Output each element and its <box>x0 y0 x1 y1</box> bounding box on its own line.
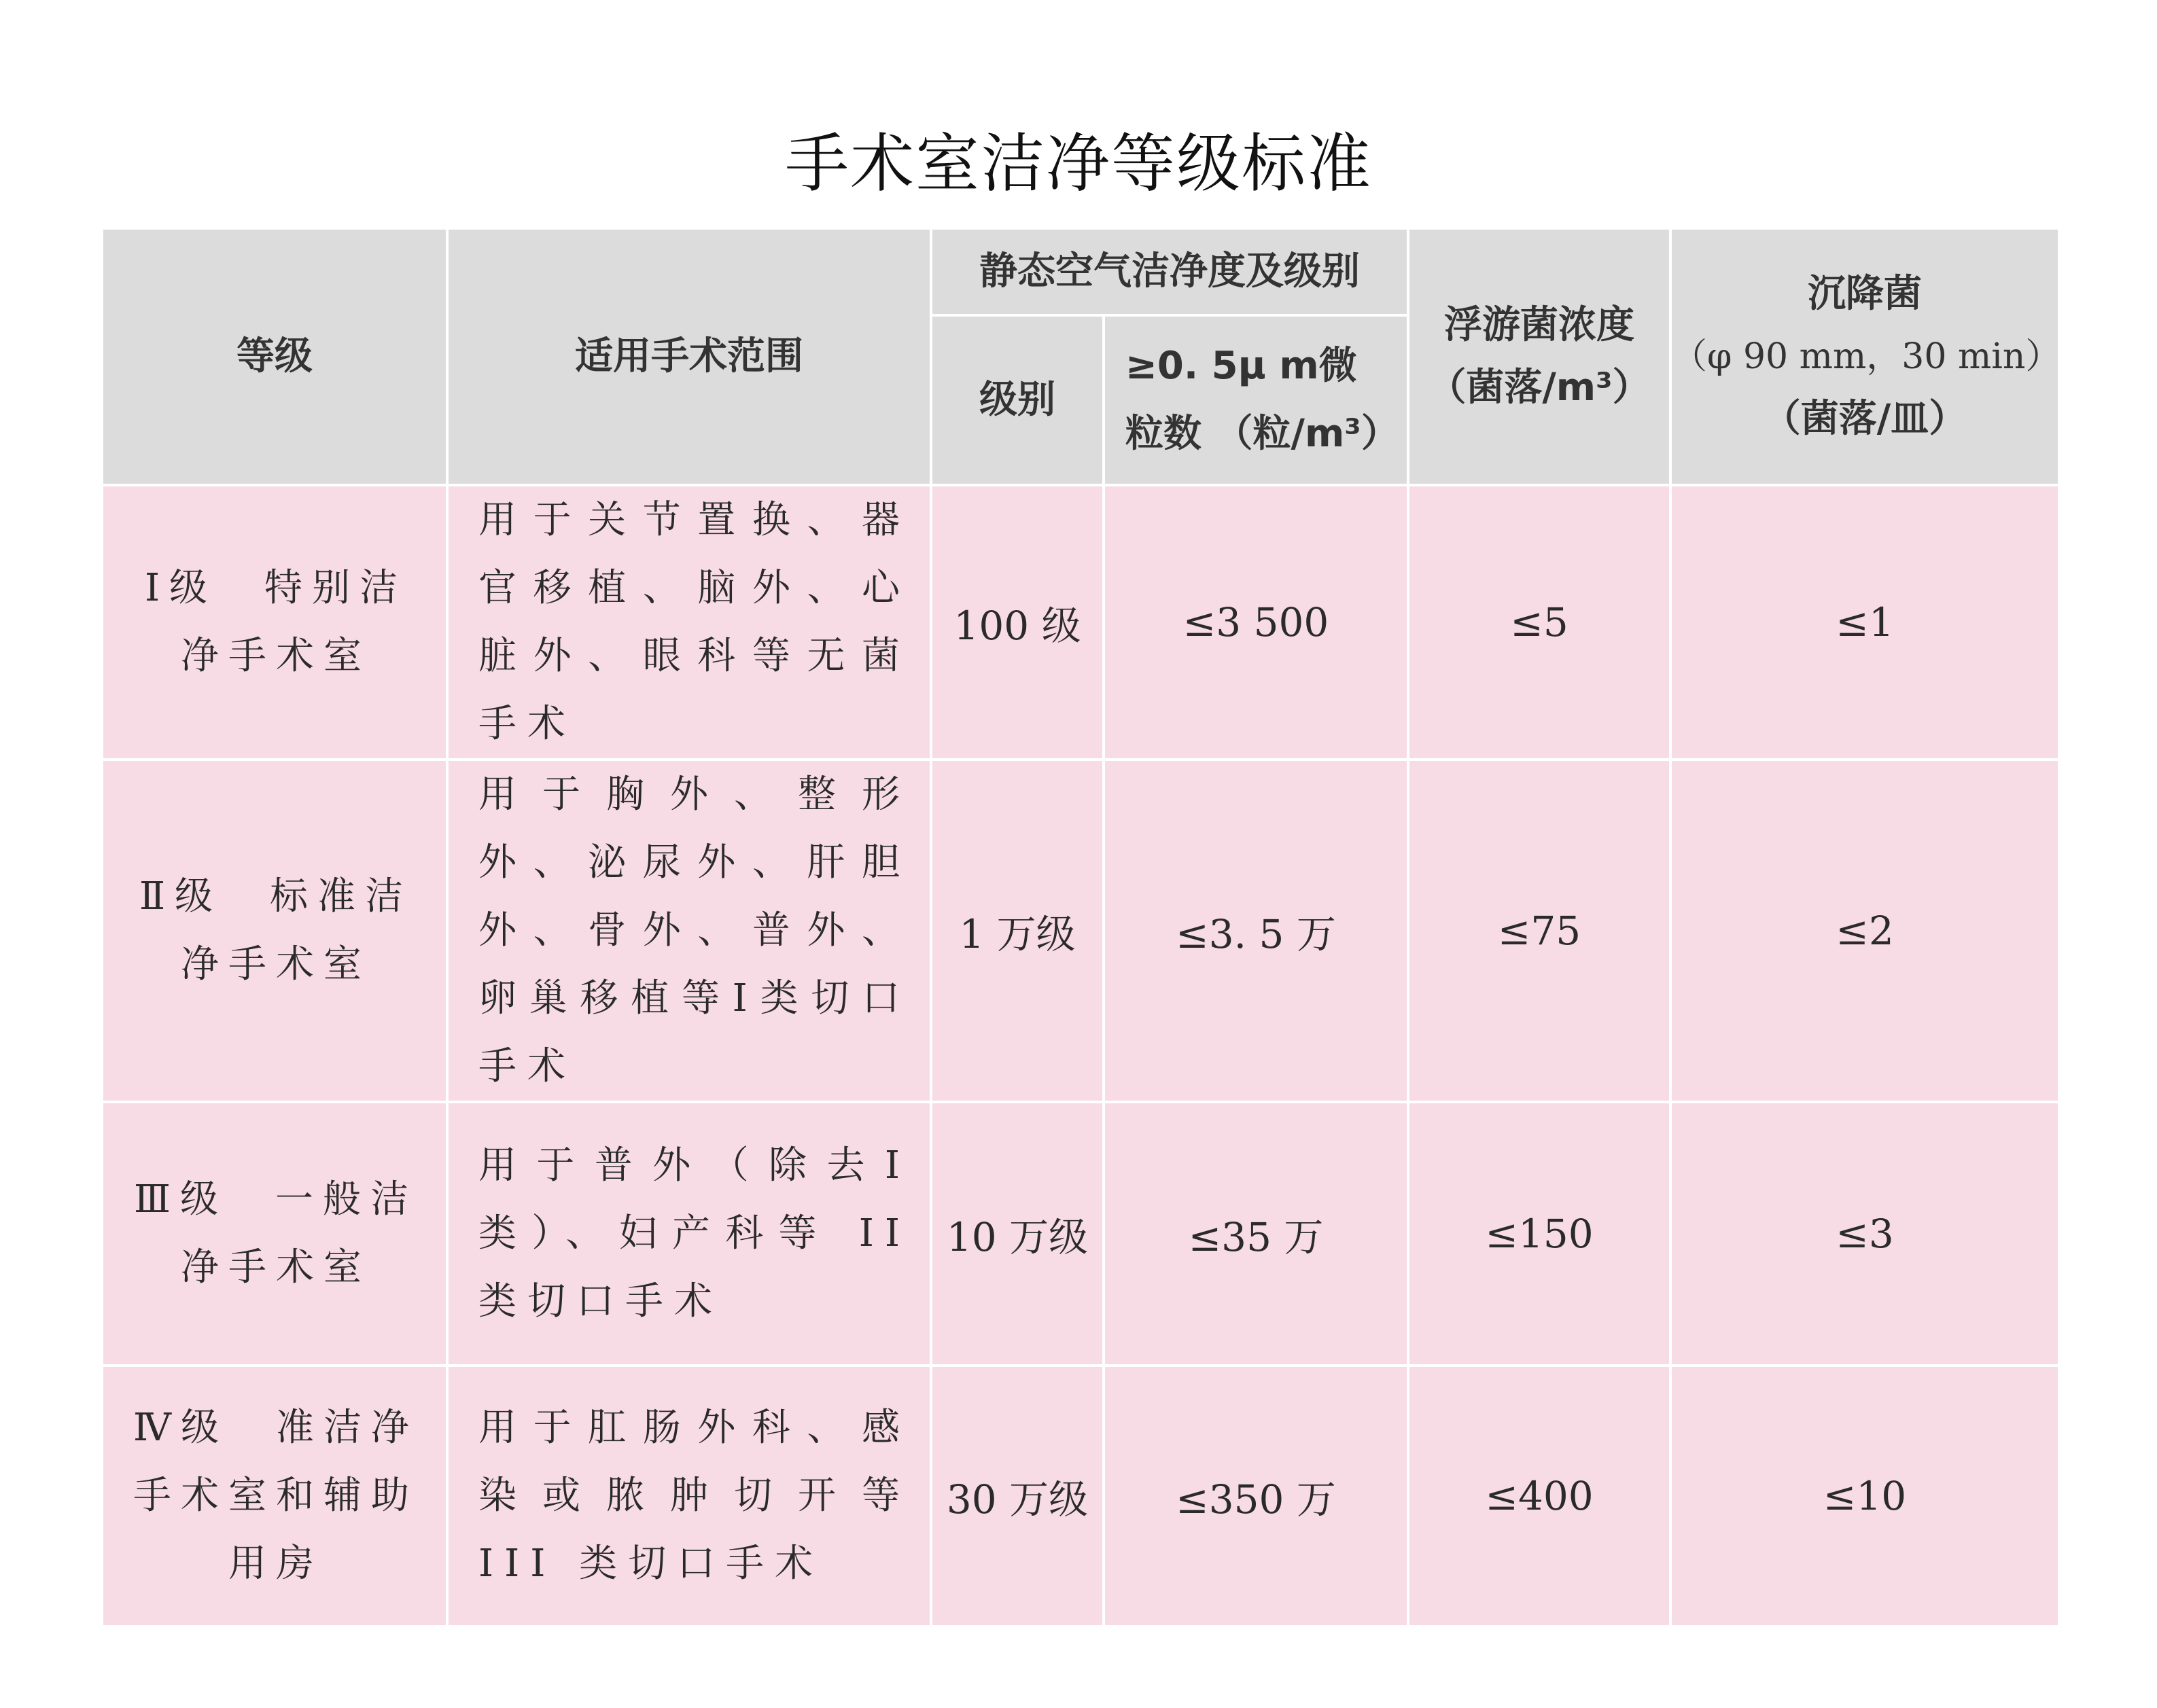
floating-value: ≤150 <box>1485 1211 1594 1257</box>
particles-value: ≤3 500 <box>1182 599 1329 645</box>
scope-cell <box>447 485 931 760</box>
floating-cell <box>1408 1102 1670 1366</box>
level-cell <box>931 1366 1104 1626</box>
level-value: 100 级 <box>953 603 1081 649</box>
grade-text: Ⅰ级 特别洁净手术室 <box>144 566 408 678</box>
grade-cell <box>102 1366 447 1626</box>
scope-text: 用于胸外、整形外、泌尿外、肝胆外、骨外、普外、卵巢移植等Ⅰ类切口手术 <box>478 772 911 1088</box>
grade-cell <box>102 760 447 1102</box>
level-value: 1 万级 <box>959 911 1076 957</box>
particles-value: ≤350 万 <box>1176 1476 1336 1523</box>
settling-cell <box>1670 485 2059 760</box>
header-floating-main: 浮游菌浓度 <box>1444 303 1634 347</box>
floating-cell <box>1408 1366 1670 1626</box>
header-settling-unit: （菌落/皿） <box>1762 397 1967 441</box>
grade-text: Ⅳ级 准洁净手术室和辅助用房 <box>133 1406 419 1586</box>
level-cell <box>931 760 1104 1102</box>
grade-cell <box>102 1102 447 1366</box>
header-floating-unit: （菌落/m³） <box>1428 366 1651 410</box>
level-value: 30 万级 <box>946 1476 1089 1523</box>
header-grade: 等级 <box>102 228 447 485</box>
scope-cell <box>447 760 931 1102</box>
header-settling-main: 沉降菌 <box>1808 272 1922 316</box>
settling-value: ≤3 <box>1836 1211 1894 1257</box>
settling-cell <box>1670 1102 2059 1366</box>
scope-cell <box>447 1102 931 1366</box>
header-scope: 适用手术范围 <box>447 228 931 485</box>
grade-cell <box>102 485 447 760</box>
grade-text: Ⅲ级 一般洁净手术室 <box>133 1177 418 1289</box>
particles-cell <box>1104 1102 1408 1366</box>
settling-value: ≤10 <box>1823 1473 1907 1519</box>
floating-value: ≤5 <box>1510 599 1568 645</box>
particles-value: ≤3. 5 万 <box>1176 911 1336 957</box>
table-row <box>102 760 2059 1102</box>
scope-text: 用于普外（除去Ⅰ类）、妇产科等 II 类切口手术 <box>478 1143 911 1323</box>
header-static-air: 静态空气洁净度及级别 <box>931 228 1408 315</box>
table-header-row <box>102 228 2059 315</box>
header-settling-condition: （φ 90 mm，30 min） <box>1672 336 2061 377</box>
scope-cell <box>447 1366 931 1626</box>
page-title: 手术室洁净等级标准 <box>784 127 1372 201</box>
scope-text: 用于关节置换、器官移植、脑外、心脏外、眼科等无菌手术 <box>478 498 911 746</box>
settling-value: ≤1 <box>1836 599 1894 645</box>
particles-cell <box>1104 485 1408 760</box>
floating-value: ≤75 <box>1497 908 1581 954</box>
settling-cell <box>1670 1366 2059 1626</box>
header-particles <box>1104 315 1408 485</box>
particles-cell <box>1104 760 1408 1102</box>
scope-text: 用于肛肠外科、感染或脓肿切开等 III 类切口手术 <box>478 1406 911 1586</box>
level-cell <box>931 485 1104 760</box>
level-cell <box>931 1102 1104 1366</box>
settling-value: ≤2 <box>1836 908 1894 954</box>
floating-cell <box>1408 485 1670 760</box>
settling-cell <box>1670 760 2059 1102</box>
table-row <box>102 1102 2059 1366</box>
particles-value: ≤35 万 <box>1188 1214 1324 1260</box>
cleanliness-standard-table <box>101 227 2060 1628</box>
level-value: 10 万级 <box>946 1214 1089 1260</box>
table-row <box>102 1366 2059 1626</box>
particles-cell <box>1104 1366 1408 1626</box>
header-settling-bacteria <box>1670 228 2059 485</box>
floating-cell <box>1408 760 1670 1102</box>
header-floating-bacteria <box>1408 228 1670 485</box>
table-row <box>102 485 2059 760</box>
header-level: 级别 <box>931 315 1104 485</box>
floating-value: ≤400 <box>1485 1473 1594 1519</box>
header-particles-text: ≥0. 5μ m微粒数 （粒/m³） <box>1125 344 1399 456</box>
grade-text: Ⅱ级 标准洁净手术室 <box>139 874 413 986</box>
